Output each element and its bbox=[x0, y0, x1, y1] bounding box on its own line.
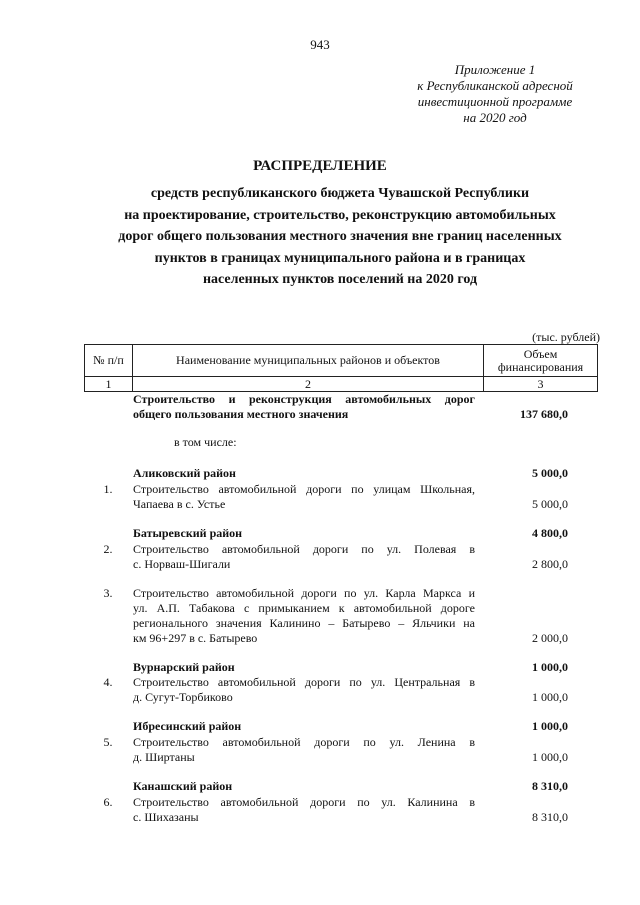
item-name-line: Строительство автомобильной дороги по ул. Калинина в bbox=[133, 795, 475, 809]
item-name-line: Строительство автомобильной дороги по ул. Ленина в bbox=[133, 735, 475, 749]
item-name-line: км 96+297 в с. Батырево bbox=[133, 631, 258, 645]
item-name-line: д. Сугут-Торбиково bbox=[133, 690, 233, 704]
item-value: 2 000,0 bbox=[532, 631, 568, 645]
district-value: 5 000,0 bbox=[532, 466, 568, 480]
item-name-line: Чапаева в с. Устье bbox=[133, 497, 226, 511]
unit-note: (тыс. рублей) bbox=[532, 330, 600, 344]
appendix-line: к Республиканской адресной bbox=[417, 78, 573, 93]
item-value: 2 800,0 bbox=[532, 557, 568, 571]
appendix-line: на 2020 год bbox=[463, 110, 527, 125]
subtitle-line: населенных пунктов поселений на 2020 год bbox=[202, 272, 478, 287]
document-subtitle bbox=[80, 183, 600, 291]
header-name: Наименование муниципальных районов и объектов bbox=[132, 345, 483, 377]
header-amount: Объем финансирования bbox=[484, 345, 598, 377]
item-value: 5 000,0 bbox=[532, 497, 568, 511]
item-name-line: Строительство автомобильной дороги по ул. Карла Маркса и bbox=[133, 586, 475, 600]
total-value: 137 680,0 bbox=[520, 407, 568, 421]
district-name: Батыревский район bbox=[133, 526, 243, 540]
column-number: 3 bbox=[484, 377, 598, 392]
item-number: 5. bbox=[103, 735, 113, 749]
item-value: 1 000,0 bbox=[532, 690, 568, 704]
item-name-line: регионального значения Калинино – Батырево – Яльчики на bbox=[133, 616, 475, 630]
item-name-line: ул. А.П. Табакова с примыканием к автомобильной дороге bbox=[133, 601, 475, 615]
total-name-line: общего пользования местного значения bbox=[133, 407, 349, 421]
header-number: № п/п bbox=[85, 345, 133, 377]
document-title: РАСПРЕДЕЛЕНИЕ bbox=[253, 158, 387, 174]
item-number: 2. bbox=[103, 542, 113, 556]
item-number: 1. bbox=[103, 482, 113, 496]
item-name-line: с. Норваш-Шигали bbox=[133, 557, 231, 571]
item-value: 8 310,0 bbox=[532, 810, 568, 824]
total-row bbox=[84, 392, 598, 422]
total-name-line: Строительство и реконструкция автомобильных дорог bbox=[133, 392, 475, 406]
item-number: 6. bbox=[103, 795, 113, 809]
district-value: 4 800,0 bbox=[532, 526, 568, 540]
subtitle-line: пунктов в границах муниципального района и в границах bbox=[154, 250, 526, 266]
item-name-line: д. Ширтаны bbox=[133, 750, 195, 764]
item-number: 4. bbox=[103, 675, 113, 689]
column-number: 2 bbox=[132, 377, 483, 392]
subtitle-line: средств республиканского бюджета Чувашской Республики bbox=[150, 186, 530, 201]
item-name-line: Строительство автомобильной дороги по ул. Полевая в bbox=[133, 542, 475, 556]
appendix-line: Приложение 1 bbox=[454, 62, 536, 77]
item-number: 3. bbox=[103, 586, 113, 600]
column-number: 1 bbox=[85, 377, 133, 392]
item-value: 1 000,0 bbox=[532, 750, 568, 764]
subtitle-line: на проектирование, строительство, реконструкцию автомобильных bbox=[124, 207, 556, 223]
district-name: Канашский район bbox=[133, 779, 233, 793]
district-name: Аликовский район bbox=[133, 466, 236, 480]
item-name-line: Строительство автомобильной дороги по улицам Школьная, bbox=[133, 482, 475, 496]
district-name: Вурнарский район bbox=[133, 660, 235, 674]
appendix-line: инвестиционной программе bbox=[417, 94, 573, 109]
district-value: 8 310,0 bbox=[532, 779, 568, 793]
district-name: Ибресинский район bbox=[133, 719, 242, 733]
district-value: 1 000,0 bbox=[532, 660, 568, 674]
page-number: 943 bbox=[310, 37, 330, 52]
appendix-note bbox=[400, 62, 590, 126]
table-header bbox=[84, 344, 598, 392]
item-name-line: с. Шихазаны bbox=[133, 810, 199, 824]
district-value: 1 000,0 bbox=[532, 719, 568, 733]
subtitle-line: дорог общего пользования местного значения вне границ населенных bbox=[118, 229, 562, 244]
item-name-line: Строительство автомобильной дороги по ул. Центральная в bbox=[133, 675, 475, 689]
